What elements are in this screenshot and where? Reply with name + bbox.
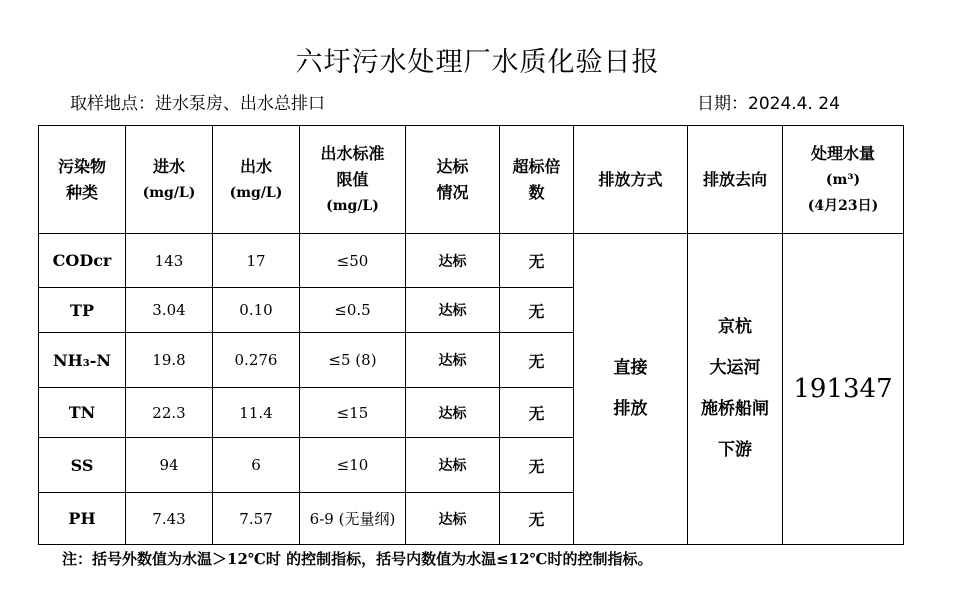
footnote: 注：括号外数值为水温＞12℃时 的控制指标，括号内数值为水温≤12℃时的控制指标。 <box>62 550 653 568</box>
header-exceed-line2: 数 <box>528 182 545 202</box>
cell-pollutant: SS <box>39 438 126 493</box>
header-status-line2: 情况 <box>436 182 469 202</box>
cell-pollutant: NH₃-N <box>39 333 126 388</box>
header-exceed <box>500 126 574 234</box>
cell-exceed: 无 <box>500 493 574 545</box>
header-discharge-dest-label: 排放去向 <box>702 169 767 189</box>
cell-outflow: 17 <box>213 234 300 288</box>
cell-inflow: 94 <box>126 438 213 493</box>
header-pollutant-line1: 污染物 <box>57 156 106 176</box>
header-outflow-line1: 出水 <box>239 156 272 176</box>
sampling-location: 取样地点：进水泵房、出水总排口 <box>70 94 325 114</box>
cell-status: 达标 <box>406 493 500 545</box>
cell-outflow: 6 <box>213 438 300 493</box>
cell-pollutant: CODcr <box>39 234 126 288</box>
header-discharge-dest <box>688 126 783 234</box>
cell-inflow: 143 <box>126 234 213 288</box>
header-volume <box>783 126 904 234</box>
cell-limit: ≤50 <box>300 234 406 288</box>
cell-pollutant: TN <box>39 388 126 438</box>
discharge-dest-line3: 施桥船闸 <box>701 399 769 419</box>
header-limit <box>300 126 406 234</box>
cell-exceed: 无 <box>500 288 574 333</box>
cell-exceed: 无 <box>500 234 574 288</box>
cell-outflow: 11.4 <box>213 388 300 438</box>
header-volume-line1: 处理水量 <box>810 143 875 163</box>
header-volume-date: (4月23日) <box>807 197 879 214</box>
header-status <box>406 126 500 234</box>
report-date: 日期：2024.4. 24 <box>697 94 840 114</box>
cell-limit: ≤15 <box>300 388 406 438</box>
header-limit-line2: 限值 <box>336 169 369 189</box>
discharge-method-line1: 直接 <box>613 358 648 378</box>
header-discharge-method <box>574 126 688 234</box>
cell-limit: ≤0.5 <box>300 288 406 333</box>
cell-exceed: 无 <box>500 333 574 388</box>
discharge-method-line2: 排放 <box>613 399 648 419</box>
header-inflow-line1: 进水 <box>152 156 185 176</box>
cell-inflow: 3.04 <box>126 288 213 333</box>
treated-volume-value: 191347 <box>783 234 904 545</box>
cell-status: 达标 <box>406 388 500 438</box>
cell-exceed: 无 <box>500 438 574 493</box>
header-exceed-line1: 超标倍 <box>512 156 561 176</box>
header-pollutant <box>39 126 126 234</box>
cell-outflow: 0.10 <box>213 288 300 333</box>
cell-pollutant: PH <box>39 493 126 545</box>
header-outflow-unit: (mg/L) <box>229 184 283 201</box>
cell-exceed: 无 <box>500 388 574 438</box>
header-volume-unit: (m³) <box>825 171 861 188</box>
cell-limit: 6-9 (无量纲) <box>300 493 406 545</box>
cell-status: 达标 <box>406 438 500 493</box>
cell-status: 达标 <box>406 234 500 288</box>
discharge-method-cell <box>574 234 688 545</box>
report-title: 六圩污水处理厂水质化验日报 <box>295 47 660 78</box>
table-row <box>39 234 904 288</box>
cell-inflow: 22.3 <box>126 388 213 438</box>
cell-inflow: 19.8 <box>126 333 213 388</box>
header-limit-unit: (mg/L) <box>326 197 379 214</box>
discharge-dest-line2: 大运河 <box>709 358 761 378</box>
header-status-line1: 达标 <box>436 156 469 176</box>
header-row <box>39 126 904 234</box>
cell-status: 达标 <box>406 333 500 388</box>
discharge-dest-cell <box>688 234 783 545</box>
cell-outflow: 0.276 <box>213 333 300 388</box>
discharge-dest-line1: 京杭 <box>718 317 752 337</box>
water-quality-table <box>38 125 904 545</box>
cell-limit: ≤5 (8) <box>300 333 406 388</box>
cell-pollutant: TP <box>39 288 126 333</box>
cell-outflow: 7.57 <box>213 493 300 545</box>
discharge-dest-line4: 下游 <box>718 440 752 460</box>
header-outflow <box>213 126 300 234</box>
header-pollutant-line2: 种类 <box>65 182 98 202</box>
cell-limit: ≤10 <box>300 438 406 493</box>
cell-status: 达标 <box>406 288 500 333</box>
header-inflow-unit: (mg/L) <box>142 184 196 201</box>
header-discharge-method-label: 排放方式 <box>598 169 663 189</box>
header-limit-line1: 出水标准 <box>320 143 385 163</box>
header-inflow <box>126 126 213 234</box>
cell-inflow: 7.43 <box>126 493 213 545</box>
